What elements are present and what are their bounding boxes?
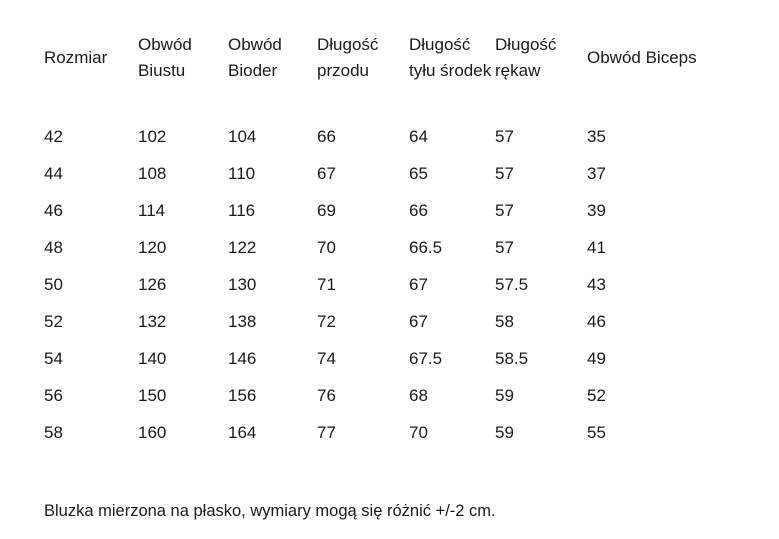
cell-size: 42: [44, 127, 63, 146]
cell-front-length: 66: [317, 127, 336, 146]
cell-back-length: 70: [409, 423, 428, 442]
column-header-dlugosc-przodu: Długość przodu: [317, 35, 379, 80]
cell-hips: 110: [228, 164, 256, 183]
cell-biceps: 46: [587, 312, 606, 331]
cell-size: 46: [44, 201, 63, 220]
cell-sleeve-length: 58.5: [495, 349, 529, 368]
cell-sleeve-length: 59: [495, 386, 514, 405]
cell-hips: 116: [228, 201, 256, 220]
column-header-dlugosc-tylu-srodek: Długość tyłu środek: [409, 35, 492, 80]
cell-bust: 114: [138, 201, 166, 220]
cell-front-length: 67: [317, 164, 336, 183]
cell-biceps: 55: [587, 423, 606, 442]
table-row: [44, 340, 736, 377]
cell-size: 58: [44, 423, 63, 442]
cell-biceps: 43: [587, 275, 606, 294]
cell-biceps: 37: [587, 164, 606, 183]
cell-front-length: 77: [317, 423, 336, 442]
cell-bust: 132: [138, 312, 167, 331]
table-row: [44, 155, 736, 192]
cell-size: 54: [44, 349, 63, 368]
cell-sleeve-length: 57: [495, 201, 514, 220]
table-row: [44, 229, 736, 266]
cell-size: 48: [44, 238, 63, 257]
column-header-rozmiar: Rozmiar: [44, 48, 108, 67]
cell-biceps: 52: [587, 386, 606, 405]
cell-biceps: 39: [587, 201, 606, 220]
column-header-dlugosc-rekaw: Długość rękaw: [495, 35, 557, 80]
cell-bust: 126: [138, 275, 167, 294]
cell-bust: 140: [138, 349, 167, 368]
cell-biceps: 41: [587, 238, 606, 257]
cell-sleeve-length: 59: [495, 423, 514, 442]
cell-hips: 104: [228, 127, 257, 146]
table-row: [44, 414, 736, 451]
cell-sleeve-length: 57.5: [495, 275, 529, 294]
cell-biceps: 49: [587, 349, 606, 368]
column-header-obwod-biceps: Obwód Biceps: [587, 48, 697, 67]
cell-hips: 130: [228, 275, 257, 294]
table-row: [44, 377, 736, 414]
cell-hips: 122: [228, 238, 257, 257]
size-chart-page: [0, 10, 779, 539]
table-row: [44, 303, 736, 340]
cell-bust: 102: [138, 127, 167, 146]
cell-sleeve-length: 57: [495, 127, 514, 146]
table-row: [44, 118, 736, 155]
cell-back-length: 67.5: [409, 349, 443, 368]
table-row: [44, 192, 736, 229]
table-header: [44, 10, 736, 118]
cell-back-length: 65: [409, 164, 428, 183]
cell-biceps: 35: [587, 127, 606, 146]
cell-front-length: 71: [317, 275, 336, 294]
cell-front-length: 74: [317, 349, 336, 368]
cell-front-length: 69: [317, 201, 336, 220]
cell-hips: 156: [228, 386, 257, 405]
cell-bust: 120: [138, 238, 167, 257]
cell-back-length: 66.5: [409, 238, 443, 257]
cell-front-length: 76: [317, 386, 336, 405]
cell-hips: 146: [228, 349, 257, 368]
cell-sleeve-length: 57: [495, 238, 514, 257]
cell-size: 50: [44, 275, 63, 294]
cell-back-length: 67: [409, 275, 428, 294]
cell-front-length: 72: [317, 312, 336, 331]
column-header-obwod-bioder: Obwód Bioder: [228, 35, 282, 80]
cell-hips: 138: [228, 312, 257, 331]
cell-back-length: 64: [409, 127, 428, 146]
cell-bust: 150: [138, 386, 167, 405]
cell-back-length: 68: [409, 386, 428, 405]
cell-bust: 108: [138, 164, 167, 183]
table-body: [44, 118, 736, 451]
cell-bust: 160: [138, 423, 167, 442]
table-header-row: [44, 10, 736, 118]
size-chart-table: [44, 10, 736, 451]
cell-size: 44: [44, 164, 63, 183]
column-header-obwod-biustu: Obwód Biustu: [138, 35, 192, 80]
table-row: [44, 266, 736, 303]
cell-front-length: 70: [317, 238, 336, 257]
cell-sleeve-length: 58: [495, 312, 514, 331]
cell-hips: 164: [228, 423, 257, 442]
measurement-note: Bluzka mierzona na płasko, wymiary mogą się różnić +/-2 cm.: [44, 502, 496, 520]
cell-back-length: 67: [409, 312, 428, 331]
cell-size: 56: [44, 386, 63, 405]
cell-back-length: 66: [409, 201, 428, 220]
cell-sleeve-length: 57: [495, 164, 514, 183]
cell-size: 52: [44, 312, 63, 331]
